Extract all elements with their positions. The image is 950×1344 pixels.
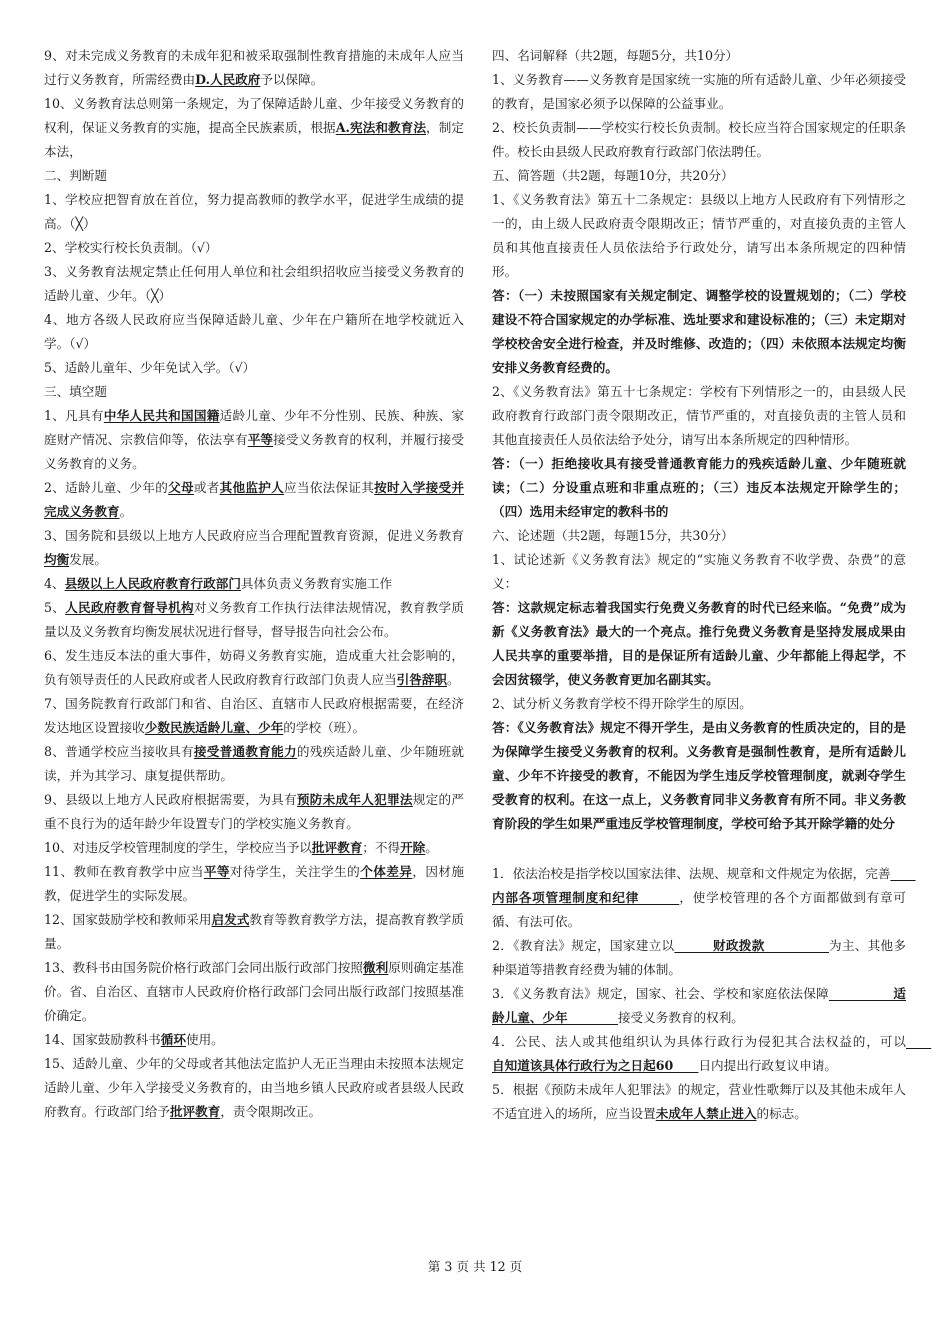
- answer-blank: 开除: [400, 840, 426, 855]
- text-segment: 的标志。: [756, 1106, 807, 1121]
- text-segment: ，制定本法，: [44, 120, 465, 159]
- answer-blank: 批评教育: [169, 1104, 221, 1119]
- text-segment: 使用。: [185, 1032, 224, 1047]
- question-item: [492, 934, 906, 982]
- text-segment: 原则确定基准价。省、自治区、直辖市人民政府价格行政部门会同出版行政部门按照基准价确定。: [44, 960, 465, 1023]
- answer-blank: 批评教育: [311, 840, 363, 855]
- text-segment: 发展。: [69, 552, 107, 567]
- text-segment: 具体负责义务教育实施工作: [240, 576, 393, 591]
- answer-blank: 其他监护人: [219, 480, 285, 495]
- question-item: [492, 692, 906, 716]
- answer-blank: 引咎辞职: [396, 672, 447, 687]
- text-segment: 对义务教育工作执行法律法规情况，教育教学质量以及义务教育均衡发展状况进行督导，督导报告向社会公布。: [44, 600, 465, 639]
- question-item: [44, 404, 464, 476]
- text-segment: 4．公民、法人或其他组织认为具体行政行为侵犯其合法权益的，可以: [492, 1034, 906, 1049]
- question-item: [44, 476, 464, 524]
- text-segment: 应当依法保证其: [284, 480, 375, 495]
- question-item: [44, 236, 464, 260]
- answer-blank: 微利: [363, 960, 389, 975]
- text-segment: 10、义务教育法总则第一条规定，为了保障适龄儿童、少年接受义务教育的权利，保证义务教育的实施，提高全民族素质，根据: [44, 96, 464, 135]
- text-segment: 接受义务教育的权利。: [617, 1010, 744, 1025]
- text-segment: 2、适龄儿童、少年的: [44, 480, 169, 495]
- answer-blank: A.宪法和教育法: [335, 120, 427, 135]
- text-segment: 五、简答题（共2题，每题10分，共20分）: [492, 168, 734, 183]
- text-segment: 15、适龄儿童、少年的父母或者其他法定监护人无正当理由未按照本法规定适龄儿童、少年入学接受义务教育的，由当地乡镇人民政府或者县级人民政府教育。行政部门给予: [44, 1056, 464, 1119]
- question-item: [492, 982, 906, 1030]
- question-item: [44, 524, 464, 572]
- text-segment: 2、学校实行校长负责制。（√）: [44, 240, 218, 255]
- text-segment: ；不得: [362, 840, 401, 855]
- section-heading: [492, 44, 906, 68]
- text-segment: ，责令限期改正。: [220, 1104, 322, 1119]
- text-segment: 5、适龄儿童年、少年免试入学。（√）: [44, 360, 256, 375]
- text-segment: 1、学校应把智育放在首位，努力提高教师的教学水平，促进学生成绩的提高。（╳）: [44, 192, 464, 231]
- answer-blank: 启发式: [211, 912, 250, 927]
- text-segment: 予以保障。: [260, 72, 324, 87]
- question-item: [44, 188, 464, 236]
- answer-paragraph: [492, 284, 906, 380]
- answer-blank: D.人民政府: [195, 72, 261, 87]
- question-item: [44, 740, 464, 788]
- answer-paragraph: [492, 716, 906, 836]
- text-segment: 13、教科书由国务院价格行政部门会同出版行政部门按照: [44, 960, 364, 975]
- text-segment: 3、义务教育法规定禁止任何用人单位和社会组织招收应当接受义务教育的适龄儿童、少年。（╳）: [44, 264, 464, 303]
- question-item: [44, 596, 464, 644]
- section-heading: [44, 164, 464, 188]
- spacer: [492, 836, 906, 862]
- text-segment: 3．《义务教育法》规定，国家、社会、学校和家庭依法保障: [492, 986, 829, 1001]
- text-segment: 或者: [193, 480, 220, 495]
- question-item: [44, 1028, 464, 1052]
- question-item: [44, 356, 464, 380]
- text-segment: 2、校长负责制——: [492, 120, 602, 135]
- question-item: [44, 260, 464, 308]
- text-segment: 六、论述题（共2题，每题15分，共30分）: [492, 528, 734, 543]
- answer-blank: 适龄儿童、少年: [492, 986, 906, 1025]
- text-segment: 为主、其他多种渠道等措教育经费为辅的体制。: [492, 938, 907, 977]
- text-segment: 1、试论述新《义务教育法》规定的“实施义务教育不收学费、杂费”的意义：: [492, 552, 906, 591]
- text-segment: 5、: [44, 600, 66, 615]
- text-segment: 2、试分析义务教育学校不得开除学生的原因。: [492, 696, 752, 711]
- answer-blank: 预防未成年人犯罪法: [296, 792, 413, 807]
- question-item: [492, 1078, 906, 1126]
- right-column: [492, 44, 932, 1126]
- question-item: [492, 862, 916, 934]
- page-footer: 第 3 页 共 12 页: [427, 1259, 523, 1274]
- answer-blank: 平等: [247, 432, 274, 447]
- text-segment: 对待学生，关注学生的: [229, 864, 361, 879]
- text-segment: 4、地方各级人民政府应当保障适龄儿童、少年在户籍所在地学校就近入学。（√）: [44, 312, 464, 351]
- text-segment: 学校实行校长负责制。校长应当符合国家规定的任职条件。校长由县级人民政府教育行政部门依法聘任。: [492, 120, 906, 159]
- answer-blank: 未成年人禁止进入: [655, 1106, 757, 1121]
- question-item: [492, 380, 906, 452]
- answer-blank: 人民政府教育督导机构: [65, 600, 194, 615]
- answer-blank: 个体差异: [360, 864, 413, 879]
- text-segment: 二、判断题: [44, 168, 107, 183]
- section-heading: [492, 524, 906, 548]
- left-column: [44, 44, 464, 1124]
- question-item: [44, 956, 464, 1028]
- text-segment: 1、《义务教育法》第五十二条规定：县级以上地方人民政府有下列情形之一的，由上级人民政府责令限期改正；情节严重的，对直接负责的主管人员和其他直接责任人员依法给予行政处分，请写出本条所规定的四种情形。: [492, 192, 906, 279]
- answer-blank: 父母: [168, 480, 194, 495]
- text-segment: 14、国家鼓励教科书: [44, 1032, 161, 1047]
- answer-blank: 按时入学接受并完成义务教育: [44, 480, 465, 519]
- answer-blank: 财政拨款: [674, 938, 829, 953]
- text-segment: 接受义务教育的权利，并履行接受义务教育的义务。: [44, 432, 465, 471]
- text-segment: 答：（一）拒绝接收具有接受普通教育能力的残疾适龄儿童、少年随班就读；（二）分设重点班和非重点班的；（三）违反本法规定开除学生的；（四）选用未经审定的教科书的: [492, 456, 906, 519]
- text-segment: 8、普通学校应当接收具有: [44, 744, 194, 759]
- question-item: [492, 68, 906, 116]
- text-segment: 四、名词解释（共2题，每题5分，共10分）: [492, 48, 739, 63]
- text-segment: 教育等教育教学方法，提高教育教学质量。: [44, 912, 464, 951]
- text-segment: 9、对未完成义务教育的未成年犯和被采取强制性教育措施的未成年人应当过行义务教育，所需经费由: [44, 48, 464, 87]
- text-segment: 2、《义务教育法》第五十七条规定：学校有下列情形之一的，由县级人民政府教育行政部门责令限期改正，情节严重的，对直接负责的主管人员和其他直接责任人员依法给予处分，请写出本条所规定的四种情形。: [492, 384, 906, 447]
- question-item: [44, 572, 464, 596]
- text-segment: 3、国务院和县级以上地方人民政府应当合理配置教育资源，促进义务教育: [44, 528, 464, 543]
- answer-paragraph: [492, 596, 906, 692]
- answer-paragraph: [492, 452, 906, 524]
- answer-blank: 中华人民共和国国籍: [103, 408, 220, 423]
- answer-blank: 接受普通教育能力: [193, 744, 297, 759]
- text-segment: 义务教育是国家统一实施的所有适龄儿童、少年必须接受的教育，是国家必须予以保障的公益事业。: [492, 72, 907, 111]
- text-segment: 1、凡具有: [44, 408, 104, 423]
- text-segment: 1．依法治校是指学校以国家法律、法规、规章和文件规定为依据，完善: [492, 866, 891, 881]
- answer-blank: 内部各项管理制度和纪律: [492, 866, 916, 905]
- text-segment: 。: [425, 840, 438, 855]
- question-item: [492, 548, 906, 596]
- text-segment: 5．根据《预防未成年人犯罪法》的规定，营业性歌舞厅以及其他未成年人不适宜进入的场所，应当设置: [492, 1082, 906, 1121]
- answer-blank: 均衡: [44, 552, 70, 567]
- text-segment: 4、: [44, 576, 65, 591]
- answer-blank: 少数民族适龄儿童、少年: [144, 720, 284, 735]
- answer-blank: 县级以上人民政府教育行政部门: [64, 576, 241, 591]
- text-segment: 10、对违反学校管理制度的学生，学校应当予以: [44, 840, 312, 855]
- answer-blank: 自知道该具体行政行为之日起60: [492, 1034, 932, 1073]
- question-item: [44, 860, 464, 908]
- question-item: [44, 644, 464, 692]
- question-item: [44, 788, 464, 836]
- question-item: [492, 1030, 932, 1078]
- text-segment: 1、义务教育——: [492, 72, 589, 87]
- text-segment: 答：《义务教育法》规定不得开学生，是由义务教育的性质决定的，目的是为保障学生接受义务教育的权利。义务教育是强制性教育，是所有适龄儿童、少年不许接受的教育，不能因为学生违反学校管理制度，就剥夺学生受教育的权利。在这一点上，义务教育同非义务教育有所不同。非义务教育阶段的学生如果严重违反学校管理制度，学校可给予其开除学籍的处分: [492, 720, 906, 831]
- question-item: [44, 836, 464, 860]
- text-segment: 7、国务院教育行政部门和省、自治区、直辖市人民政府根据需要，在经济发达地区设置接收: [44, 696, 464, 735]
- text-segment: 12、国家鼓励学校和教师采用: [44, 912, 212, 927]
- section-heading: [44, 380, 464, 404]
- text-segment: 的学校（班）。: [283, 720, 366, 735]
- text-segment: ，因材施教，促进学生的实际发展。: [44, 864, 464, 903]
- text-segment: 。: [119, 504, 133, 519]
- text-segment: 6、发生违反本法的重大事件，妨碍义务教育实施，造成重大社会影响的，负有领导责任的人民政府或者人民政府教育行政部门负责人应当: [44, 648, 464, 687]
- answer-blank: 平等: [203, 864, 230, 879]
- question-item: [44, 44, 464, 92]
- text-segment: 的残疾适龄儿童、少年随班就读，并为其学习、康复提供帮助。: [44, 744, 465, 783]
- text-segment: 答：这款规定标志着我国实行免费义务教育的时代已经来临。“免费”成为新《义务教育法》最大的一个亮点。推行免费义务教育是坚持发展成果由人民共享的重要举措，目的是保证所有适龄儿童、少年都能上得起学，不会因贫辍学，使义务教育更加名副其实。: [492, 600, 906, 687]
- text-segment: 9、县级以上地方人民政府根据需要，为具有: [44, 792, 297, 807]
- question-item: [492, 188, 906, 284]
- section-heading: [492, 164, 906, 188]
- question-item: [44, 1052, 464, 1124]
- answer-blank: 循环: [160, 1032, 186, 1047]
- text-segment: 11、教师在教育教学中应当: [44, 864, 204, 879]
- text-segment: 日内提出行政复议申请。: [698, 1058, 837, 1073]
- question-item: [44, 692, 464, 740]
- question-item: [44, 908, 464, 956]
- text-segment: ，使学校管理的各个方面都做到有章可循、有法可依。: [492, 890, 907, 929]
- text-segment: 2．《教育法》规定，国家建立以: [492, 938, 675, 953]
- text-segment: 答：（一）未按照国家有关规定制定、调整学校的设置规划的；（二）学校建设不符合国家规定的办学标准、选址要求和建设标准的；（三）未定期对学校校舍安全进行检查，并及时维修、改造的；（四）未依照本法规定均衡安排义务教育经费的。: [492, 288, 906, 375]
- text-segment: 。: [447, 672, 460, 687]
- text-segment: 适龄儿童、少年不分性别、民族、种族、家庭财产情况、宗教信仰等，依法享有: [44, 408, 465, 447]
- text-segment: 三、填空题: [44, 384, 107, 399]
- text-segment: 规定的严重不良行为的适年龄少年设置专门的学校实施义务教育。: [44, 792, 465, 831]
- question-item: [44, 92, 464, 164]
- question-item: [492, 116, 906, 164]
- question-item: [44, 308, 464, 356]
